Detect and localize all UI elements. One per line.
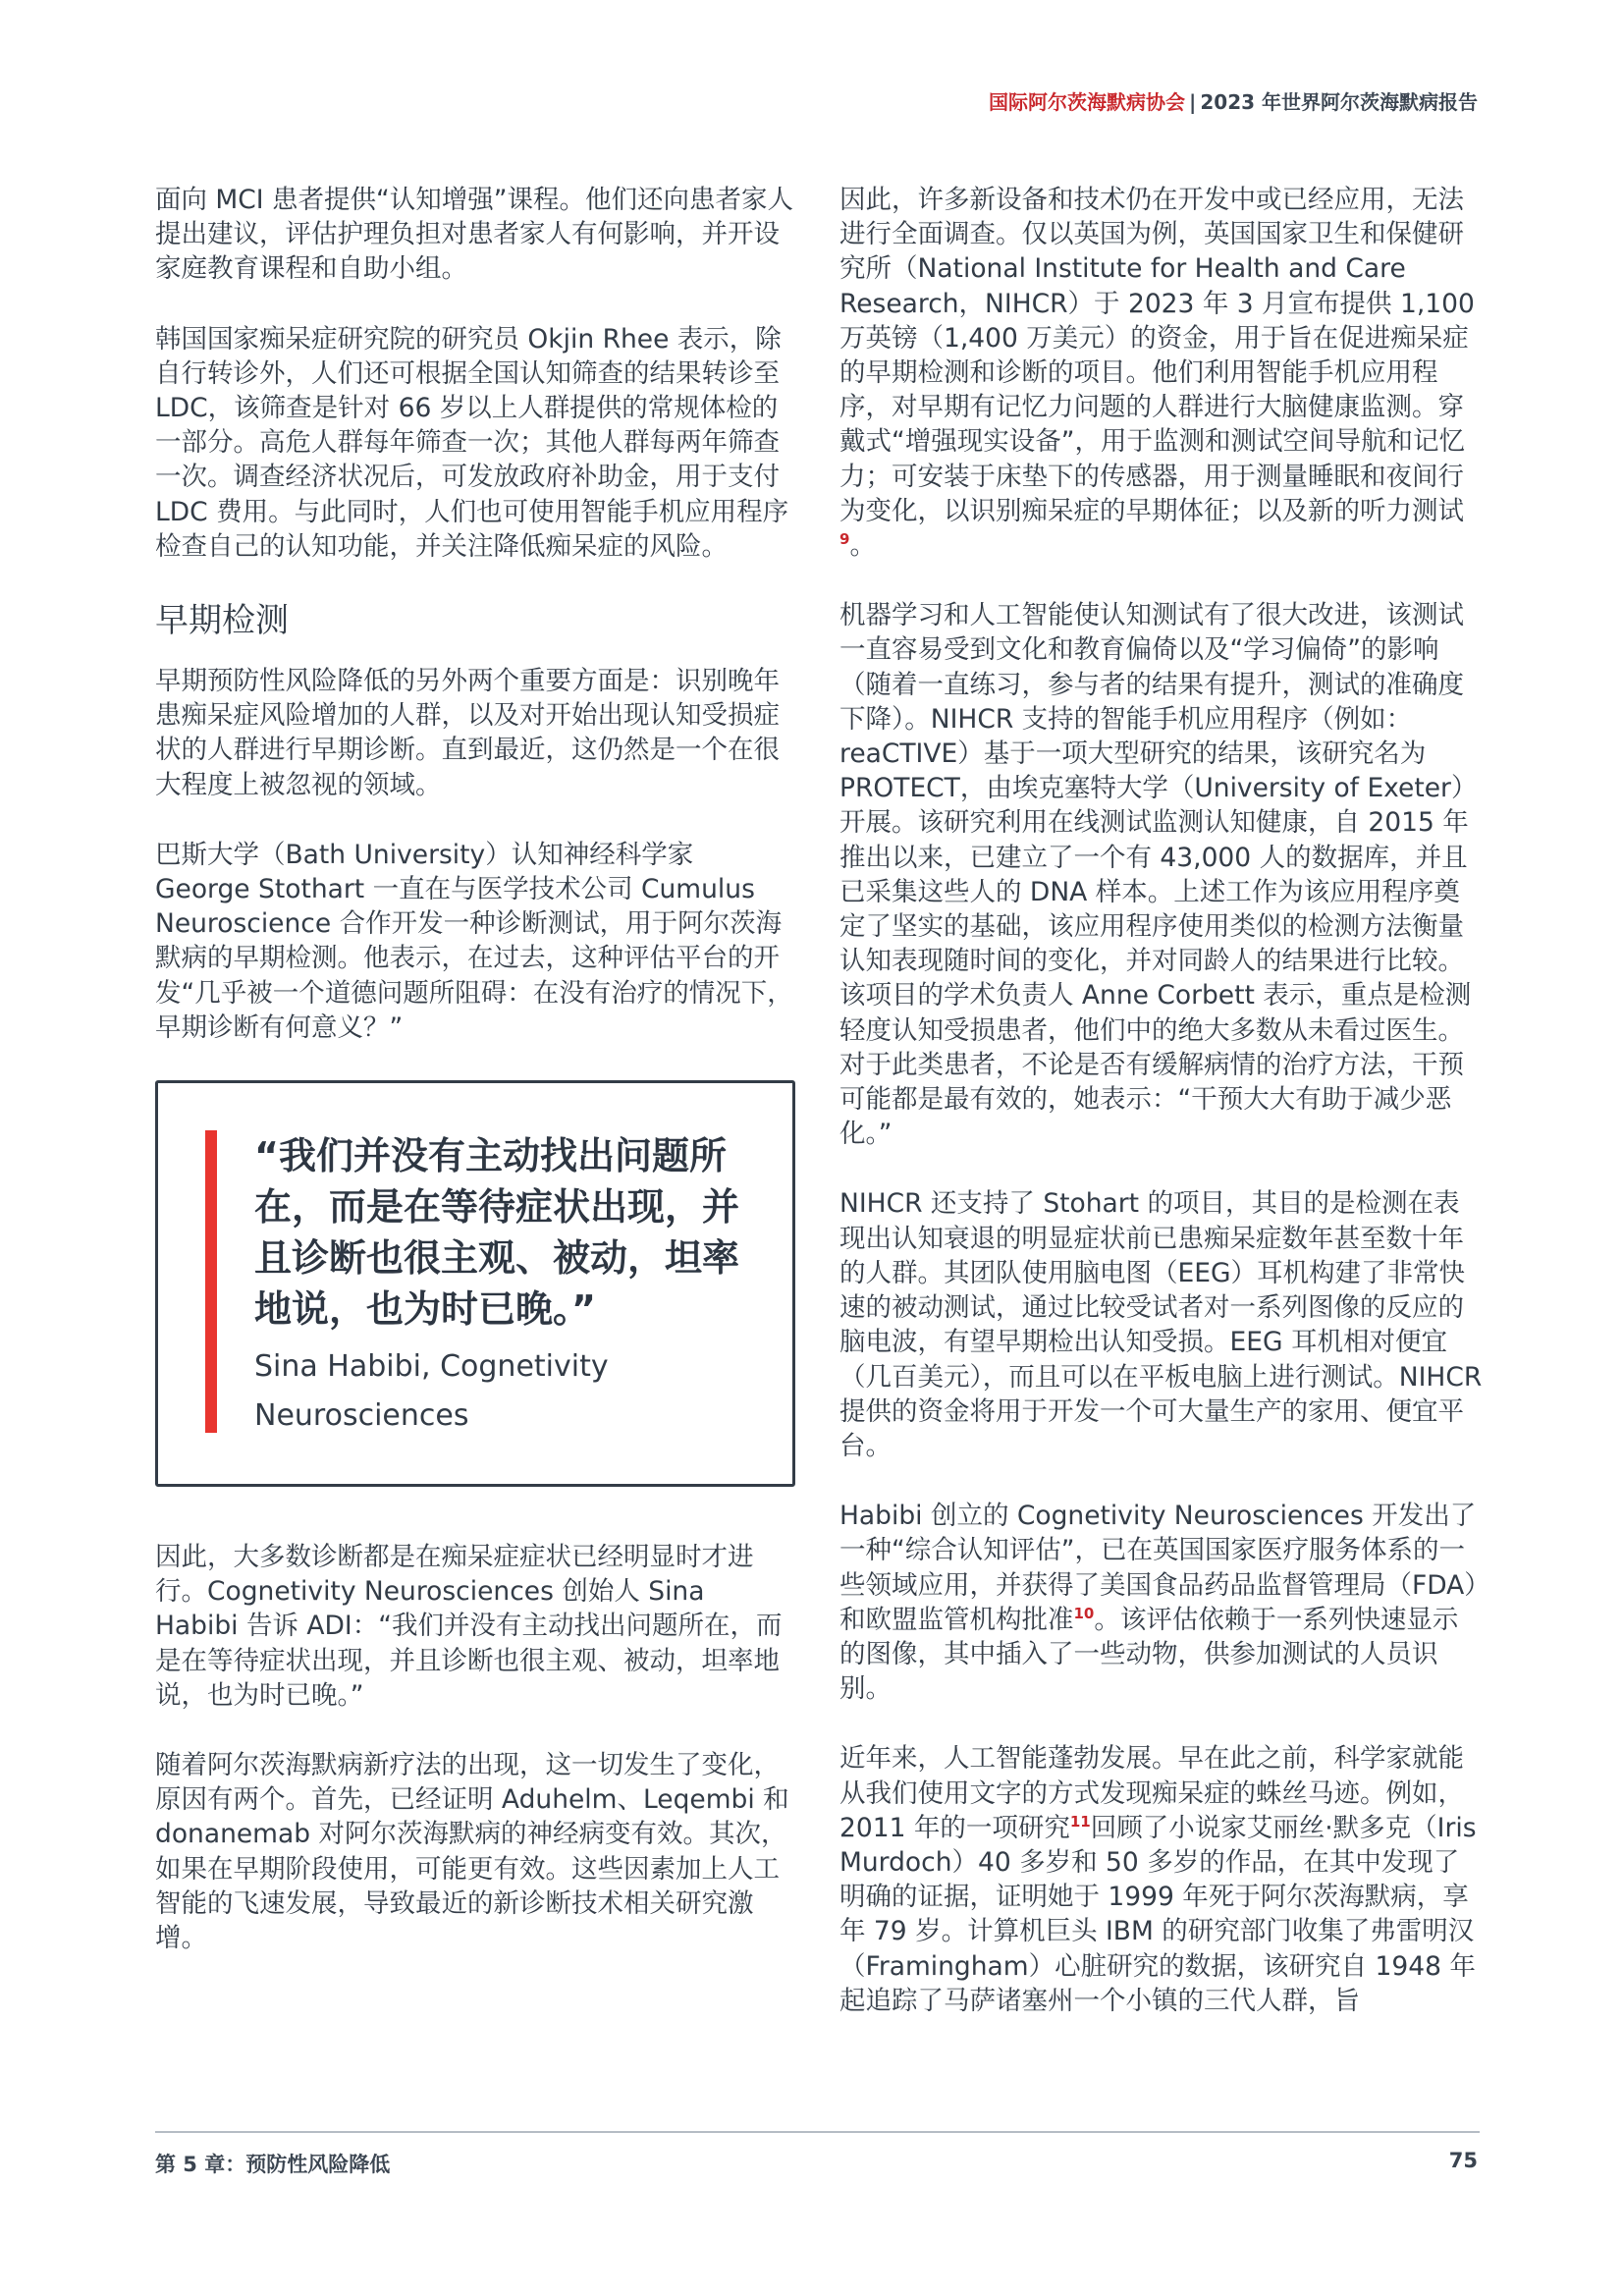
paragraph: 因此，大多数诊断都是在痴呆症症状已经明显时才进行。Cognetivity Neurosciences 创始人 Sina Habibi 告诉 ADI：“我们并没有主动找出问题所在，而是在等待症状出现，并且诊断也很主观、被动，坦率地说，也为时已晚。”	[155, 1542, 783, 1711]
quote-text: “我们并没有主动找出问题所在，而是在等待症状出现，并且诊断也很主观、被动，坦率地说，也为时已晚。”	[254, 1134, 740, 1332]
paragraph: 因此，许多新设备和技术仍在开发中或已经应用，无法进行全面调查。仅以英国为例，英国国家卫生和保健研究所（National Institute for Health and Care Research，NIHCR）于 2023 年 3 月宣布提供 1,100 万英镑（1,400 万美元）的资金，用于旨在促进痴呆症的早期检测和诊断的项目。他们利用智能手机应用程序，对早期有记忆力问题的人群进行大脑健康监测。穿戴式“增强现实设备”，用于监测和测试空间导航和记忆力；可安装于床垫下的传感器，用于测量睡眠和夜间行为变化，以识别痴呆症的早期体征；以及新的听力测试$^9$。	[839, 185, 1475, 562]
paragraph: 机器学习和人工智能使认知测试有了很大改进，该测试一直容易受到文化和教育偏倚以及“学习偏倚”的影响（随着一直练习，参与者的结果有提升，测试的准确度下降）。NIHCR 支持的智能手机应用程序（例如：reaCTIVE）基于一项大型研究的结果，该研究名为 PROTECT，由埃克塞特大学（University of Exeter）开展。该研究利用在线测试监测认知健康，自 2015 年推出以来，已建立了一个有 43,000 人的数据库，并且已采集这些人的 DNA 样本。上述工作为该应用程序奠定了坚实的基础，该应用程序使用类似的检测方法衡量认知表现随时间的变化，并对同龄人的结果进行比较。该项目的学术负责人 Anne Corbett 表示，重点是检测轻度认知受损患者，他们中的绝大多数从未看过医生。对于此类患者，不论是否有缓解病情的治疗方法，干预可能都是最有效的，她表示：“干预大大有助于减少恶化。”	[839, 600, 1478, 1150]
footer-chapter: 第 5 章：预防性风险降低	[155, 2153, 391, 2176]
header-separator: |	[1189, 90, 1197, 114]
pull-quote-box	[155, 1080, 795, 1487]
reference-marker[interactable]: 9	[839, 530, 850, 549]
reference-marker[interactable]: 11	[1069, 1812, 1091, 1831]
paragraph: 早期预防性风险降低的另外两个重要方面是：识别晚年患痴呆症风险增加的人群，以及对开始出现认知受损症状的人群进行早期诊断。直到最近，这仍然是一个在很大程度上被忽视的领域。	[155, 666, 780, 800]
paragraph: NIHCR 还支持了 Stohart 的项目，其目的是检测在表现出认知衰退的明显症状前已患痴呆症数年甚至数十年的人群。其团队使用脑电图（EEG）耳机构建了非常快速的被动测试，通过比较受试者对一系列图像的反应的脑电波，有望早期检出认知受损。EEG 耳机相对便宜（几百美元），而且可以在平板电脑上进行测试。NIHCR 提供的资金将用于开发一个可大量生产的家用、便宜平台。	[839, 1188, 1483, 1461]
paragraph: Habibi 创立的 Cognetivity Neurosciences 开发出了一种“综合认知评估”，已在英国国家医疗服务体系的一些领域应用，并获得了美国食品药品监督管理局（FDA）和欧盟监管机构批准$^{10}$。该评估依赖于一系列快速显示的图像，其中插入了一些动物，供参加测试的人员识别。	[839, 1501, 1478, 1705]
paragraph: 韩国国家痴呆症研究院的研究员 Okjin Rhee 表示，除自行转诊外，人们还可根据全国认知筛查的结果转诊至 LDC，该筛查是针对 66 岁以上人群提供的常规体检的一部分。高危人群每年筛查一次；其他人群每两年筛查一次。调查经济状况后，可发放政府补助金，用于支付 LDC 费用。与此同时，人们也可使用智能手机应用程序检查自己的认知功能，并关注降低痴呆症的风险。	[155, 323, 789, 562]
paragraph: 面向 MCI 患者提供“认知增强”课程。他们还向患者家人提出建议，评估护理负担对患者家人有何影响，并开设家庭教育课程和自助小组。	[155, 185, 793, 285]
quote-accent-bar	[205, 1130, 217, 1433]
left-column	[155, 183, 795, 1991]
footer-divider	[155, 2131, 1480, 2133]
paragraph: 巴斯大学（Bath University）认知神经科学家 George Stothart 一直在与医学技术公司 Cumulus Neuroscience 合作开发一种诊断测试，用于阿尔茨海默病的早期检测。他表示，在过去，这种评估平台的开发“几乎被一个道德问题所阻碍：在没有治疗的情况下，早期诊断有何意义？”	[155, 839, 793, 1043]
page-number: 75	[1448, 2149, 1478, 2172]
quote-source-line: Sina Habibi, Cognetivity	[254, 1349, 609, 1385]
page-header	[989, 86, 1478, 115]
section-heading: 早期检测	[155, 601, 289, 641]
paragraph: 随着阿尔茨海默病新疗法的出现，这一切发生了变化，原因有两个。首先，已经证明 Aduhelm、Leqembi 和 donanemab 对阿尔茨海默病的神经病变有效。其次，如果在早期阶段使用，可能更有效。这些因素加上人工智能的飞速发展，导致最近的新诊断技术相关研究激增。	[155, 1750, 789, 1954]
right-column	[839, 183, 1483, 2053]
quote-source-line: Neurosciences	[254, 1398, 469, 1434]
quote-source	[254, 1342, 763, 1441]
reference-marker[interactable]: 10	[1073, 1604, 1095, 1622]
paragraph: 近年来，人工智能蓬勃发展。早在此之前，科学家就能从我们使用文字的方式发现痴呆症的蛛丝马迹。例如，2011 年的一项研究$^{11}$回顾了小说家艾丽丝·默多克（Iris Murdoch）40 多岁和 50 多岁的作品，在其中发现了明确的证据，证明她于 1999 年死于阿尔茨海默病，享年 79 岁。计算机巨头 IBM 的研究部门收集了弗雷明汉（Framingham）心脏研究的数据，该研究自 1948 年起追踪了马萨诸塞州一个小镇的三代人群，旨	[839, 1743, 1477, 2016]
header-report: 2023 年世界阿尔茨海默病报告	[1200, 90, 1478, 114]
header-org: 国际阿尔茨海默病协会	[989, 90, 1186, 114]
